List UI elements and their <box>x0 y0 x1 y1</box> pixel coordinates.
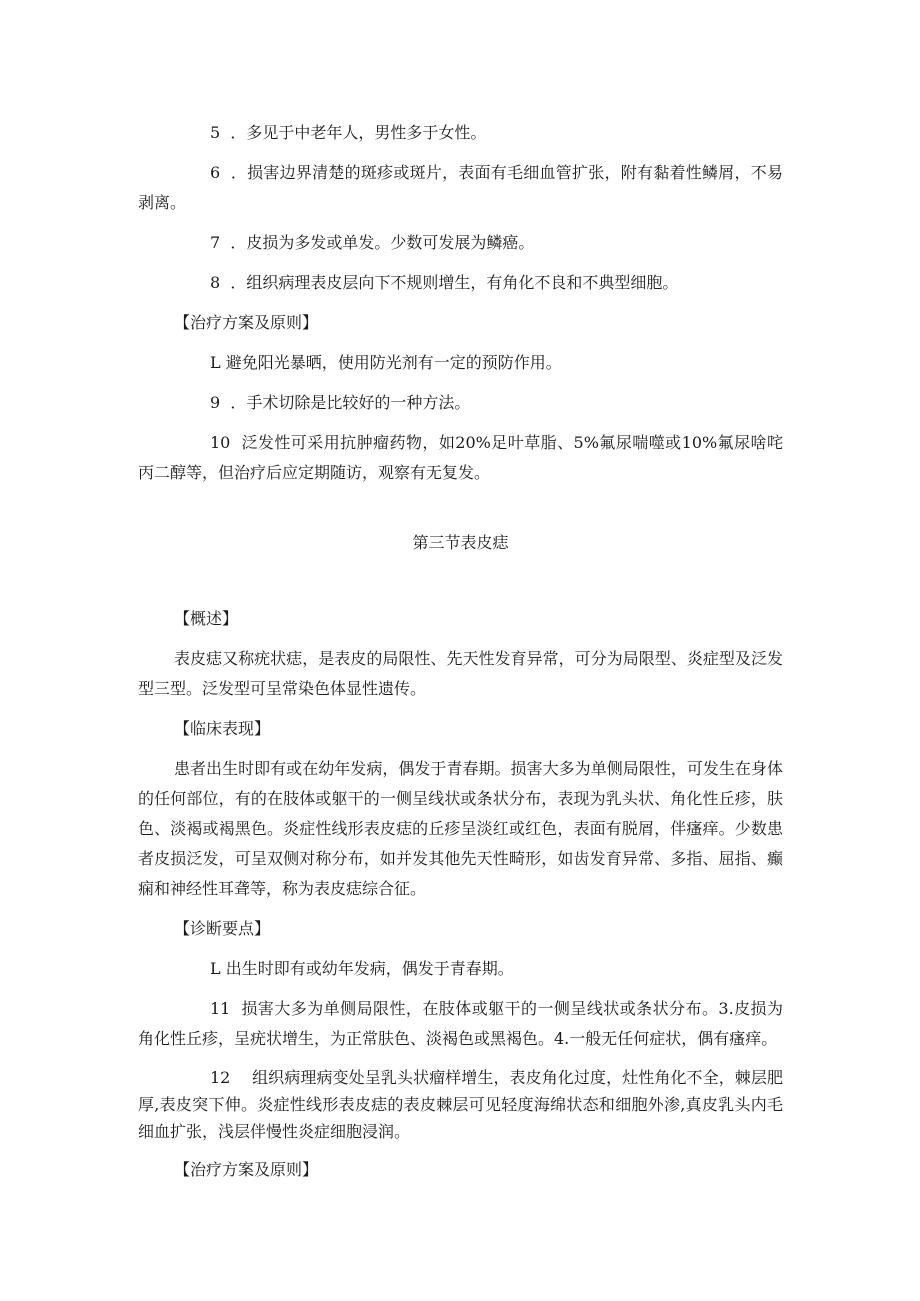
item-number: L <box>210 353 221 372</box>
list-item <box>138 1064 783 1145</box>
list-item <box>138 994 783 1054</box>
overview-text: 表皮痣又称疣状痣，是表皮的局限性、先天性发育异常，可分为局限型、炎症型及泛发型三型。泛发型可呈常染色体显性遗传。 <box>138 649 783 698</box>
section-title: 第三节表皮痣 <box>412 533 509 552</box>
item-number: 12 <box>210 1068 231 1087</box>
item-number: 11 <box>210 999 231 1018</box>
item-text: ．组织病理表皮层向下不规则增生，有角化不良和不典型细胞。 <box>230 273 679 292</box>
item-text: 组织病理病变处呈乳头状瘤样增生，表皮角化过度，灶性角化不全，棘层肥厚,表皮突下伸。炎症性线形表皮痣的表皮棘层可见轻度海绵状态和细胞外渗,真皮乳头内毛细血扩张，浅层伴慢性炎症细胞浸润。 <box>138 1068 783 1141</box>
item-text: 避免阳光暴晒，使用防光剂有一定的预防作用。 <box>225 353 562 372</box>
item-number: 9 <box>210 393 221 412</box>
treatment-heading: 【治疗方案及原则】 <box>174 313 319 332</box>
list-item <box>138 348 783 378</box>
list-item <box>138 158 783 218</box>
list-item <box>138 428 783 488</box>
list-item <box>138 388 783 418</box>
list-item <box>138 954 783 984</box>
overview-heading: 【概述】 <box>174 609 239 628</box>
item-text: 损害大多为单侧局限性，在肢体或躯干的一侧呈线状或条状分布。3.皮损为角化性丘疹，呈疣状增生，为正常肤色、淡褐色或黑褐色。4.一般无任何症状，偶有瘙痒。 <box>138 999 783 1048</box>
item-text: ．手术切除是比较好的一种方法。 <box>230 393 471 412</box>
item-text: ．损害边界清楚的斑疹或斑片，表面有毛细血管扩张，附有黏着性鳞屑，不易剥离。 <box>138 163 783 212</box>
list-item <box>138 118 783 148</box>
document-body <box>138 118 783 1195</box>
list-item <box>138 228 783 258</box>
clinical-heading: 【临床表现】 <box>174 719 271 738</box>
item-text: ．皮损为多发或单发。少数可发展为鳞癌。 <box>230 233 535 252</box>
item-number: L <box>210 959 221 978</box>
clinical-text: 患者出生时即有或在幼年发病，偶发于青春期。损害大多为单侧局限性，可发生在身体的任何部位，有的在肢体或躯干的一侧呈线状或条状分布，表现为乳头状、角化性丘疹，肤色、淡褐或褐黑色。炎症性线形表皮痣的丘疹呈淡红或红色，表面有脱屑，伴瘙痒。少数患者皮损泛发，可呈双侧对称分布，如并发其他先天性畸形，如齿发育异常、多指、屈指、癫痫和神经性耳聋等，称为表皮痣综合征。 <box>138 759 783 898</box>
item-text: 泛发性可采用抗肿瘤药物，如20%足叶草脂、5%氟尿喘噬或10%氟尿啥咤丙二醇等，但治疗后应定期随访，观察有无复发。 <box>138 433 783 482</box>
item-number: 8 <box>210 273 221 292</box>
diagnosis-heading: 【诊断要点】 <box>174 919 271 938</box>
item-number: 7 <box>210 233 221 252</box>
item-text: ．多见于中老年人，男性多于女性。 <box>230 123 487 142</box>
item-number: 10 <box>210 433 231 452</box>
item-number: 6 <box>210 163 221 182</box>
treatment-heading: 【治疗方案及原则】 <box>174 1160 319 1179</box>
list-item <box>138 268 783 298</box>
item-text: 出生时即有或幼年发病，偶发于青春期。 <box>225 959 514 978</box>
item-number: 5 <box>210 123 221 142</box>
